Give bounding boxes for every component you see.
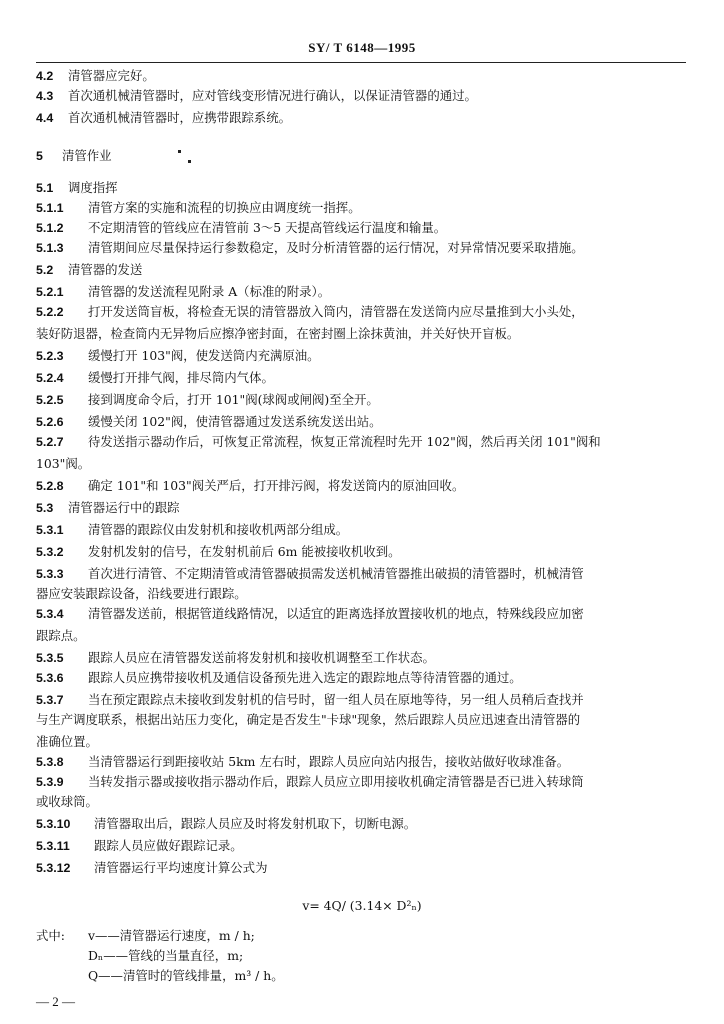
clause-number: 5.2.6 (36, 415, 64, 429)
clause-text: 清管器应完好。 (68, 68, 155, 83)
clause-4-4 (36, 110, 686, 126)
clause-5-3-10 (36, 816, 686, 832)
clause-text: 清管器发送前，根据管道线路情况，以适宜的距离选择放置接收机的地点，特殊线段应加密 (88, 606, 584, 621)
clause-4-2 (36, 68, 686, 84)
clause-number: 5.2.1 (36, 285, 64, 299)
clause-5-2-2 (36, 304, 686, 320)
clause-number: 4.3 (36, 89, 54, 103)
clause-5-2-4 (36, 370, 686, 386)
clause-number: 5.3.4 (36, 607, 64, 621)
clause-text: 103"阀。 (36, 456, 91, 471)
clause-continuation (36, 456, 686, 472)
standard-code-header: SY/ T 6148—1995 (308, 40, 416, 55)
clause-text: 确定 101"和 103"阀关严后，打开排污阀，将发送筒内的原油回收。 (88, 478, 465, 493)
clause-text: 当清管器运行到距接收站 5km 左右时，跟踪人员应向站内报告，接收站做好收球准备。 (88, 754, 570, 769)
clause-text: 装好防退器，检查筒内无异物后应擦净密封面，在密封圈上涂抹黄油，并关好快开盲板。 (36, 326, 520, 341)
clause-number: 5.3.11 (36, 839, 70, 853)
clause-4-3 (36, 88, 686, 104)
clause-5-3-3 (36, 566, 686, 582)
clause-text: 首次通机械清管器时，应携带跟踪系统。 (68, 110, 292, 125)
clause-5-3-9 (36, 774, 686, 790)
clause-number: 5.1 (36, 181, 54, 195)
clause-number: 5.3.2 (36, 545, 64, 559)
clause-number: 5.3.10 (36, 817, 71, 831)
clause-number: 5.3.1 (36, 523, 64, 537)
page-number: — 2 — (36, 994, 75, 1009)
where-label: 式中: (36, 928, 65, 943)
clause-text: 清管器的发送 (68, 262, 143, 277)
clause-5-2-1 (36, 284, 686, 300)
clause-text: 清管器运行平均速度计算公式为 (94, 860, 268, 875)
clause-continuation (36, 586, 686, 602)
clause-5-1-1 (36, 200, 686, 216)
definition-diameter: Dₙ——管线的当量直径，m; (88, 948, 244, 963)
clause-text: 缓慢打开排气阀，排尽筒内气体。 (88, 370, 274, 385)
clause-text: 首次进行清管、不定期清管或清管器破损需发送机械清管器推出破损的清管器时，机械清管 (88, 566, 584, 581)
clause-continuation (36, 794, 686, 810)
velocity-formula: v= 4Q/ (3.14× D²ₙ) (302, 898, 422, 913)
clause-continuation (36, 628, 686, 644)
clause-text: 清管作业 (62, 148, 112, 163)
clause-5-2-6 (36, 414, 686, 430)
clause-continuation (36, 734, 686, 750)
clause-text: 缓慢关闭 102"阀，使清管器通过发送系统发送出站。 (88, 414, 382, 429)
clause-text: 清管器的发送流程见附录 A（标准的附录）。 (88, 284, 331, 299)
clause-5-1-2 (36, 220, 686, 236)
clause-text: 清管器取出后，跟踪人员应及时将发射机取下，切断电源。 (94, 816, 417, 831)
clause-text: 清管器运行中的跟踪 (68, 500, 180, 515)
clause-continuation (36, 712, 686, 728)
clause-number: 5.2.8 (36, 479, 64, 493)
clause-number: 5.2.5 (36, 393, 64, 407)
clause-number: 4.2 (36, 69, 54, 83)
clause-5-3-1 (36, 522, 686, 538)
clause-5-2-5 (36, 392, 686, 408)
clause-5-2 (36, 262, 686, 278)
clause-text: 跟踪人员应做好跟踪记录。 (94, 838, 243, 853)
clause-text: 首次通机械清管器时，应对管线变形情况进行确认，以保证清管器的通过。 (68, 88, 477, 103)
clause-text: 当转发指示器或接收指示器动作后，跟踪人员应立即用接收机确定清管器是否已进入转球筒 (88, 774, 584, 789)
clause-number: 5.1.3 (36, 241, 64, 255)
clause-number: 5.3.5 (36, 651, 64, 665)
clause-text: 器应安装跟踪设备，沿线要进行跟踪。 (36, 586, 247, 601)
clause-number: 5.1.1 (36, 201, 64, 215)
clause-number: 5.3.8 (36, 755, 64, 769)
clause-5-2-8 (36, 478, 686, 494)
clause-text: 跟踪人员应携带接收机及通信设备预先进入选定的跟踪地点等待清管器的通过。 (88, 670, 522, 685)
clause-number: 5.3.9 (36, 775, 64, 789)
clause-number: 5.2.4 (36, 371, 64, 385)
clause-text: 打开发送筒盲板，将检查无误的清管器放入筒内，清管器在发送筒内应尽量推到大小头处， (88, 304, 584, 319)
clause-5-2-7 (36, 434, 686, 450)
clause-text: 清管期间应尽量保持运行参数稳定，及时分析清管器的运行情况，对异常情况要采取措施。 (88, 240, 584, 255)
clause-number: 4.4 (36, 111, 54, 125)
clause-text: 清管器的跟踪仪由发射机和接收机两部分组成。 (88, 522, 349, 537)
clause-number: 5.1.2 (36, 221, 64, 235)
clause-number: 5.3.12 (36, 861, 71, 875)
clause-text: 缓慢打开 103"阀，使发送筒内充满原油。 (88, 348, 320, 363)
clause-text: 待发送指示器动作后，可恢复正常流程，恢复正常流程时先开 102"阀，然后再关闭 101"阀和 (88, 434, 601, 449)
clause-text: 准确位置。 (36, 734, 98, 749)
clause-text: 跟踪点。 (36, 628, 86, 643)
clause-number: 5.3.3 (36, 567, 64, 581)
clause-5 (36, 148, 686, 164)
clause-number: 5.2.3 (36, 349, 64, 363)
clause-text: 不定期清管的管线应在清管前 3～5 天提高管线运行温度和输量。 (88, 220, 447, 235)
clause-number: 5.2.7 (36, 435, 64, 449)
clause-number: 5.2 (36, 263, 54, 277)
clause-5-1-3 (36, 240, 686, 256)
clause-5-3-12 (36, 860, 686, 876)
clause-number: 5.3.6 (36, 671, 64, 685)
scan-speck (178, 150, 181, 153)
clause-text: 调度指挥 (68, 180, 118, 195)
clause-text: 当在预定跟踪点未接收到发射机的信号时，留一组人员在原地等待，另一组人员稍后查找并 (88, 692, 584, 707)
header-rule (36, 62, 686, 63)
clause-text: 接到调度命令后，打开 101"阀(球阀或闸阀)至全开。 (88, 392, 379, 407)
clause-5-3-6 (36, 670, 686, 686)
clause-5-1 (36, 180, 686, 196)
clause-text: 或收球筒。 (36, 794, 98, 809)
scan-speck (188, 160, 191, 163)
clause-text: 与生产调度联系，根据出站压力变化，确定是否发生"卡球"现象，然后跟踪人员应迅速查出清管器的 (36, 712, 581, 727)
clause-5-3-4 (36, 606, 686, 622)
clause-text: 跟踪人员应在清管器发送前将发射机和接收机调整至工作状态。 (88, 650, 435, 665)
clause-continuation (36, 326, 686, 342)
definition-flow: Q——清管时的管线排量，m³ / h。 (88, 968, 284, 983)
clause-text: 清管方案的实施和流程的切换应由调度统一指挥。 (88, 200, 361, 215)
clause-5-3-11 (36, 838, 686, 854)
clause-number: 5.3.7 (36, 693, 64, 707)
definition-velocity: v——清管器运行速度，m / h; (88, 928, 255, 943)
clause-5-3-7 (36, 692, 686, 708)
clause-number: 5.3 (36, 501, 54, 515)
clause-text: 发射机发射的信号，在发射机前后 6m 能被接收机收到。 (88, 544, 401, 559)
clause-number: 5 (36, 149, 43, 163)
clause-5-3-5 (36, 650, 686, 666)
clause-number: 5.2.2 (36, 305, 64, 319)
clause-5-2-3 (36, 348, 686, 364)
clause-5-3-2 (36, 544, 686, 560)
clause-5-3 (36, 500, 686, 516)
clause-5-3-8 (36, 754, 686, 770)
